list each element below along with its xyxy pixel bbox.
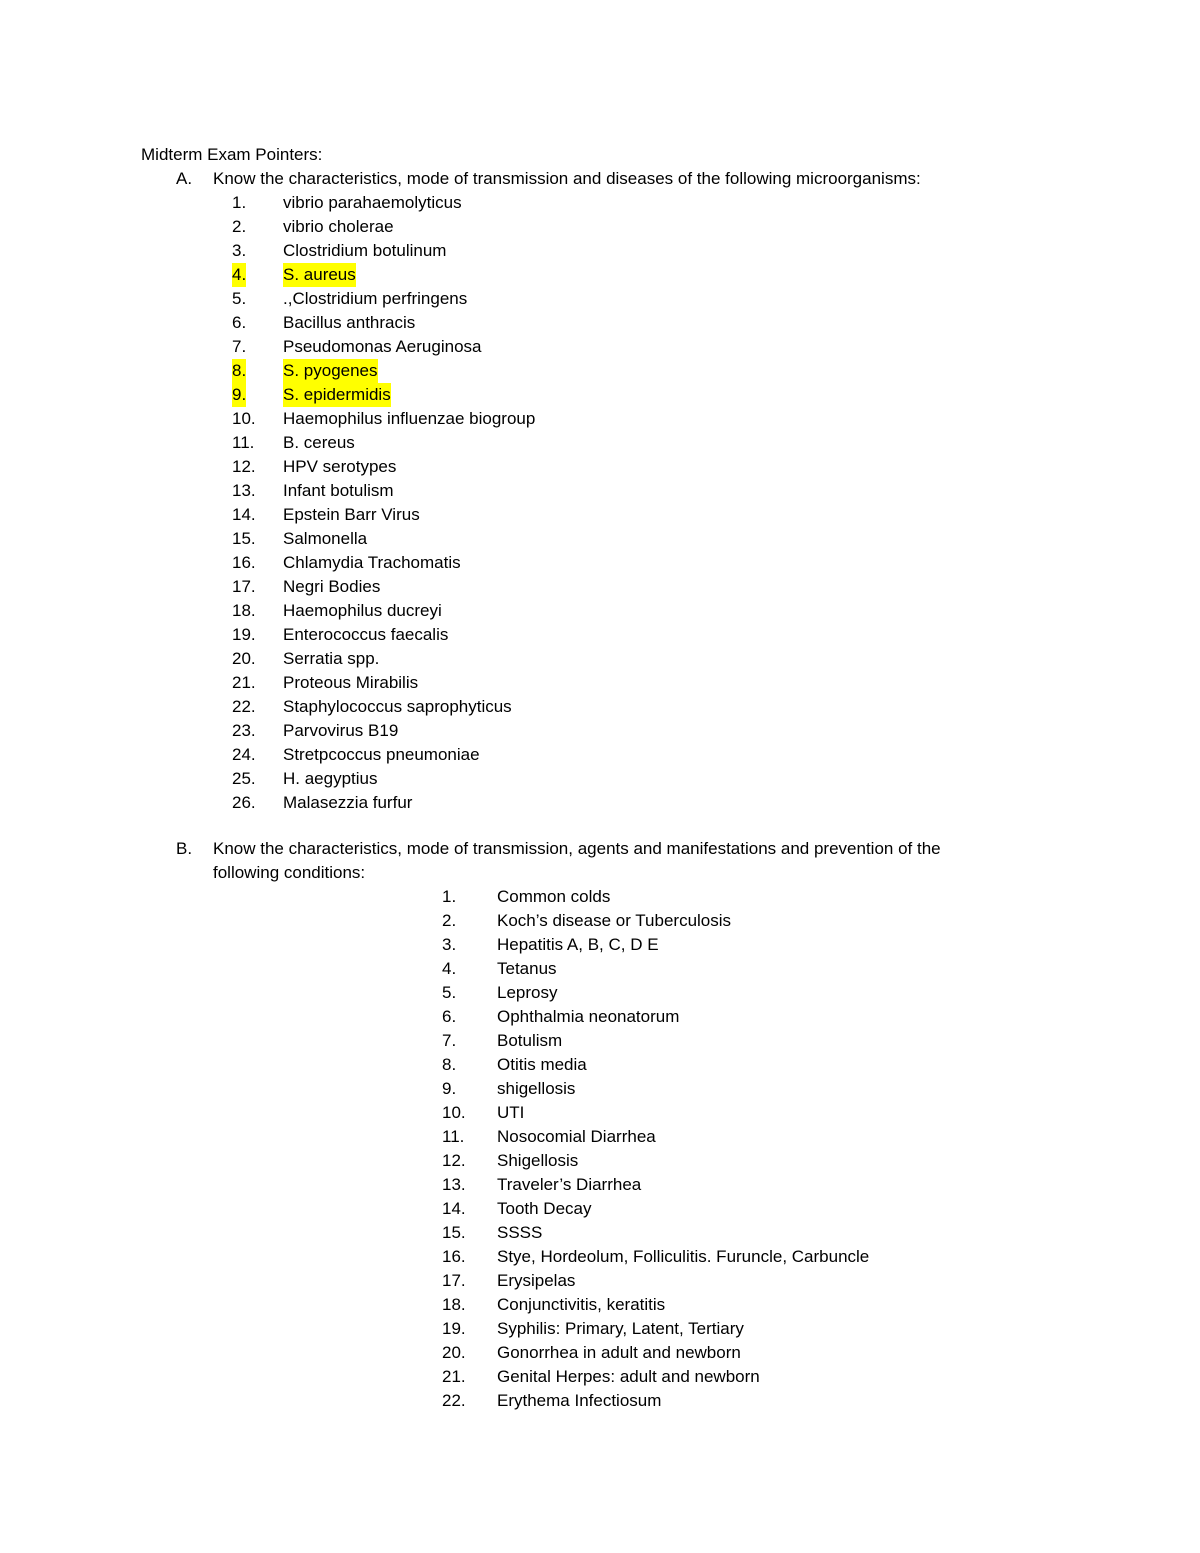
list-item-label: Malasezzia furfur (283, 793, 413, 812)
list-item-number: 22. (232, 697, 256, 716)
list-item-label: Ophthalmia neonatorum (497, 1007, 680, 1026)
list-item-label: Salmonella (283, 529, 368, 548)
list-item-label: HPV serotypes (283, 457, 397, 476)
list-item (232, 383, 932, 407)
list-item-label: Traveler’s Diarrhea (497, 1175, 642, 1194)
section-b-instruction-line2: following conditions: (213, 863, 366, 882)
list-item (442, 981, 1142, 1005)
list-item-label: Common colds (497, 887, 611, 906)
list-item-number: 3. (442, 935, 457, 954)
list-item-label: .,Clostridium perfringens (283, 289, 468, 308)
list-item-label: Enterococcus faecalis (283, 625, 449, 644)
section-b-instruction-line1: Know the characteristics, mode of transmission, agents and manifestations and prevention of the (213, 839, 941, 858)
list-item-label: Erysipelas (497, 1271, 576, 1290)
list-item-label: Parvovirus B19 (283, 721, 399, 740)
list-item-number: 15. (232, 529, 256, 548)
list-item (442, 1125, 1142, 1149)
list-item-number: 1. (232, 193, 247, 212)
list-item-number: 10. (442, 1103, 466, 1122)
list-item (232, 335, 932, 359)
list-item-number: 14. (442, 1199, 466, 1218)
list-item (442, 1293, 1142, 1317)
list-item (232, 311, 932, 335)
list-item-label: Stye, Hordeolum, Folliculitis. Furuncle, Carbuncle (497, 1247, 870, 1266)
list-item-label: Clostridium botulinum (283, 241, 447, 260)
list-item-label: Genital Herpes: adult and newborn (497, 1367, 760, 1386)
list-item-number: 13. (232, 481, 256, 500)
list-item-label: SSSS (497, 1223, 543, 1242)
list-item-label: Erythema Infectiosum (497, 1391, 662, 1410)
list-item-number: 8. (442, 1055, 457, 1074)
list-item (232, 527, 932, 551)
list-item (232, 551, 932, 575)
list-item-label: UTI (497, 1103, 525, 1122)
list-item (232, 623, 932, 647)
list-item-label: Staphylococcus saprophyticus (283, 697, 512, 716)
list-item-number: 5. (232, 289, 247, 308)
list-item-label: Syphilis: Primary, Latent, Tertiary (497, 1319, 744, 1338)
list-item (442, 1053, 1142, 1077)
list-item-number: 22. (442, 1391, 466, 1410)
list-item-label: H. aegyptius (283, 769, 378, 788)
list-item (442, 1269, 1142, 1293)
list-item (442, 1173, 1142, 1197)
list-item (232, 287, 932, 311)
list-item-label: Conjunctivitis, keratitis (497, 1295, 666, 1314)
list-item (442, 909, 1142, 933)
list-item-label: S. aureus (283, 263, 356, 287)
list-item-number: 25. (232, 769, 256, 788)
list-item-number: 10. (232, 409, 256, 428)
list-item-label: shigellosis (497, 1079, 576, 1098)
list-item-number: 19. (442, 1319, 466, 1338)
list-item-label: Otitis media (497, 1055, 587, 1074)
list-item-label: vibrio cholerae (283, 217, 394, 236)
list-item-number: 12. (232, 457, 256, 476)
list-item-number: 24. (232, 745, 256, 764)
list-item-number: 5. (442, 983, 457, 1002)
list-item (232, 239, 932, 263)
list-item-number: 15. (442, 1223, 466, 1242)
list-item-number: 4. (442, 959, 457, 978)
list-item-number: 19. (232, 625, 256, 644)
list-item (442, 1365, 1142, 1389)
list-item-number: 20. (232, 649, 256, 668)
section-a-letter: A. (176, 169, 193, 188)
list-item (442, 1317, 1142, 1341)
list-item-label: Shigellosis (497, 1151, 579, 1170)
list-item-label: Serratia spp. (283, 649, 380, 668)
list-item-label: Tooth Decay (497, 1199, 592, 1218)
list-item (232, 263, 932, 287)
list-item (442, 957, 1142, 981)
list-item (232, 743, 932, 767)
list-item-number: 1. (442, 887, 457, 906)
list-item-number: 21. (232, 673, 256, 692)
list-item-number: 8. (232, 359, 246, 383)
list-item-number: 14. (232, 505, 256, 524)
list-item-number: 2. (232, 217, 247, 236)
list-item (442, 1245, 1142, 1269)
list-item-number: 2. (442, 911, 457, 930)
list-item-label: Koch’s disease or Tuberculosis (497, 911, 732, 930)
section-a-heading (176, 167, 1156, 191)
list-item-number: 11. (442, 1127, 465, 1146)
list-item-number: 7. (232, 337, 247, 356)
list-item-number: 9. (232, 383, 246, 407)
list-item (442, 1197, 1142, 1221)
list-item-label: Proteous Mirabilis (283, 673, 419, 692)
list-item-number: 9. (442, 1079, 457, 1098)
list-item (442, 885, 1142, 909)
list-item-label: Tetanus (497, 959, 557, 978)
microorganism-list (232, 191, 932, 815)
list-item-number: 20. (442, 1343, 466, 1362)
list-item-label: Botulism (497, 1031, 563, 1050)
list-item (232, 479, 932, 503)
list-item (232, 671, 932, 695)
list-item (442, 933, 1142, 957)
list-item (442, 1077, 1142, 1101)
list-item-number: 12. (442, 1151, 466, 1170)
list-item (232, 575, 932, 599)
list-item (232, 599, 932, 623)
list-item (232, 767, 932, 791)
list-item-label: Pseudomonas Aeruginosa (283, 337, 482, 356)
list-item (232, 455, 932, 479)
list-item (442, 1029, 1142, 1053)
list-item-label: Haemophilus influenzae biogroup (283, 409, 536, 428)
list-item-label: Bacillus anthracis (283, 313, 416, 332)
section-a-instruction: Know the characteristics, mode of transmission and diseases of the following microorganisms: (213, 169, 921, 188)
list-item-number: 13. (442, 1175, 466, 1194)
list-item-number: 18. (442, 1295, 466, 1314)
list-item (232, 431, 932, 455)
list-item-number: 11. (232, 433, 255, 452)
list-item (232, 503, 932, 527)
list-item-label: B. cereus (283, 433, 355, 452)
list-item (232, 191, 932, 215)
section-b-letter: B. (176, 839, 193, 858)
list-item-label: Chlamydia Trachomatis (283, 553, 461, 572)
list-item-number: 21. (442, 1367, 466, 1386)
list-item-number: 17. (442, 1271, 466, 1290)
list-item (442, 1221, 1142, 1245)
list-item (232, 359, 932, 383)
document-title: Midterm Exam Pointers: (141, 145, 323, 164)
list-item (442, 1005, 1142, 1029)
list-item-label: S. pyogenes (283, 359, 378, 383)
list-item-label: Gonorrhea in adult and newborn (497, 1343, 741, 1362)
list-item (232, 215, 932, 239)
list-item-label: Haemophilus ducreyi (283, 601, 442, 620)
list-item-number: 7. (442, 1031, 457, 1050)
list-item-number: 18. (232, 601, 256, 620)
list-item-number: 16. (442, 1247, 466, 1266)
list-item-number: 16. (232, 553, 256, 572)
list-item-label: Hepatitis A, B, C, D E (497, 935, 659, 954)
list-item-label: Infant botulism (283, 481, 394, 500)
list-item-label: vibrio parahaemolyticus (283, 193, 462, 212)
list-item (442, 1341, 1142, 1365)
list-item-number: 6. (442, 1007, 457, 1026)
list-item-label: Negri Bodies (283, 577, 381, 596)
conditions-list (442, 885, 1142, 1413)
list-item-label: Stretpcoccus pneumoniae (283, 745, 480, 764)
list-item-label: Nosocomial Diarrhea (497, 1127, 656, 1146)
list-item-label: Epstein Barr Virus (283, 505, 420, 524)
list-item (232, 695, 932, 719)
list-item (232, 791, 932, 815)
list-item (232, 719, 932, 743)
list-item-number: 6. (232, 313, 247, 332)
list-item (232, 647, 932, 671)
list-item-number: 4. (232, 263, 246, 287)
list-item (442, 1149, 1142, 1173)
list-item (442, 1101, 1142, 1125)
list-item-label: S. epidermidis (283, 383, 391, 407)
list-item-number: 17. (232, 577, 256, 596)
list-item (232, 407, 932, 431)
section-b-heading (176, 837, 1156, 885)
list-item-number: 3. (232, 241, 247, 260)
list-item (442, 1389, 1142, 1413)
list-item-label: Leprosy (497, 983, 558, 1002)
list-item-number: 23. (232, 721, 256, 740)
list-item-number: 26. (232, 793, 256, 812)
